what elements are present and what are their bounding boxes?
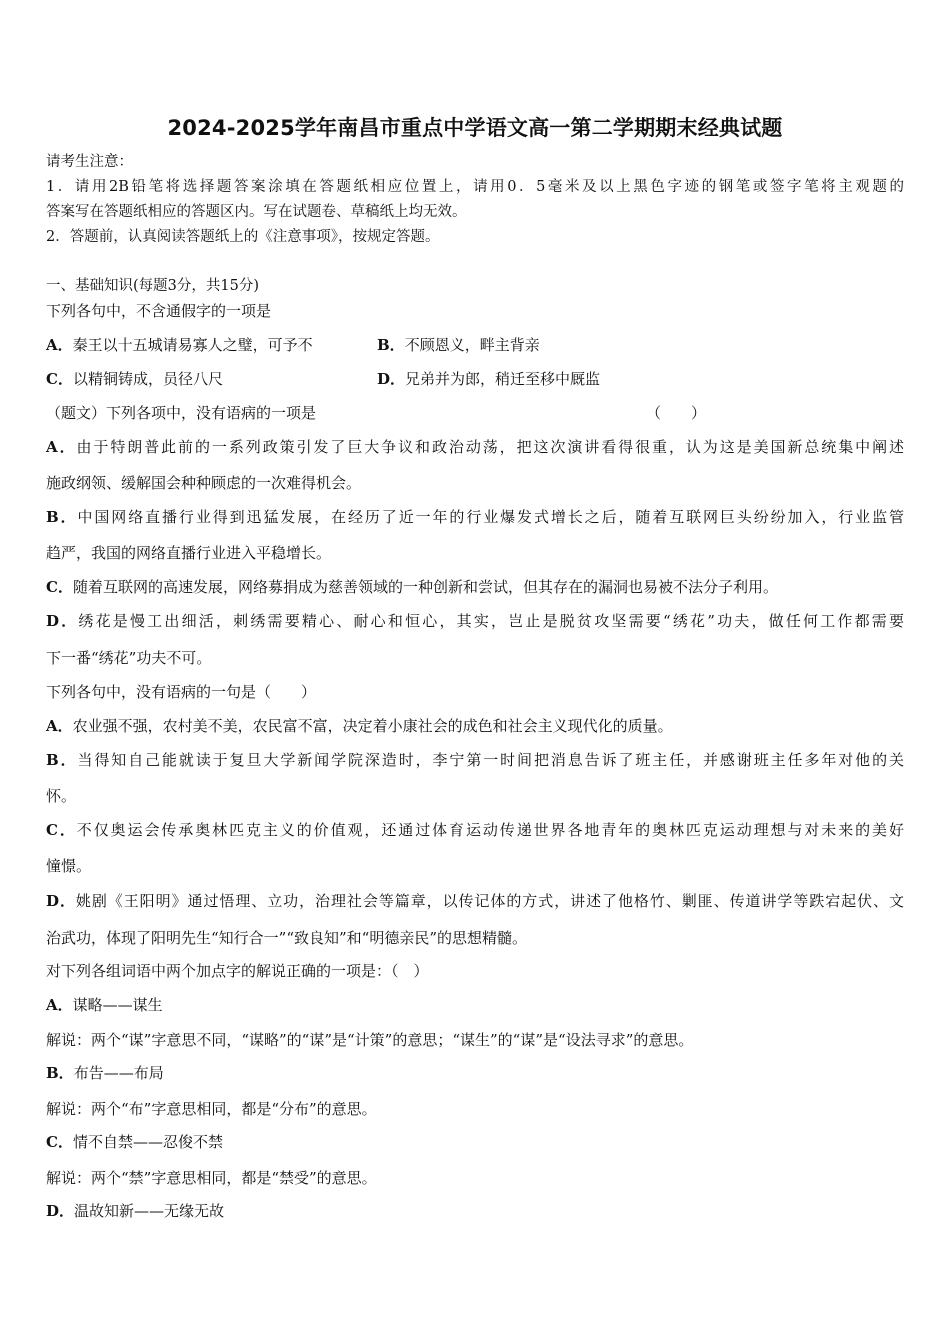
q4-option-b-explanation: 解说：两个“布”字意思相同，都是“分布”的意思。 — [46, 1100, 377, 1118]
q1-option-c-text: 以精铜铸成，员径八尺 — [72, 370, 223, 388]
q3-option-b-line-1 — [46, 750, 904, 770]
q4-option-a — [46, 995, 163, 1015]
q2-option-c-label: C． — [46, 578, 73, 596]
notice-item-1-line-2: 答案写在答题纸相应的答题区内。写在试题卷、草稿纸上均无效。 — [46, 204, 467, 220]
q1-option-b — [377, 335, 540, 355]
q2-option-c-text: 随着互联网的高速发展，网络募捐成为慈善领域的一种创新和尝试，但其存在的漏洞也易被不法分子利用。 — [72, 578, 778, 596]
q3-option-d-label: D． — [46, 892, 76, 910]
q3-option-c-line-1 — [46, 820, 904, 840]
q4-option-c-label: C． — [46, 1133, 73, 1151]
q3-stem: 下列各句中，没有语病的一句是（ ） — [46, 683, 317, 701]
q2-option-b-label: B． — [46, 508, 78, 526]
q3-option-b-label: B． — [46, 751, 78, 769]
q2-answer-paren: （ ） — [646, 404, 707, 422]
q2-option-b-text: 中国网络直播行业得到迅猛发展，在经历了近一年的行业爆发式增长之后，随着互联网巨头纷纷加入，行业监管 — [77, 508, 904, 526]
q2-stem: （题文）下列各项中，没有语病的一项是 — [46, 404, 317, 422]
q4-option-d — [46, 1201, 224, 1221]
q4-option-c — [46, 1132, 223, 1152]
q3-option-d-text: 姚剧《王阳明》通过悟理、立功，治理社会等篇章，以传记体的方式，讲述了他格竹、剿匪、传道讲学等跌宕起伏、文 — [75, 892, 904, 910]
q2-option-a-label: A． — [46, 438, 77, 456]
q4-option-b — [46, 1063, 164, 1083]
q1-option-a-text: 秦王以十五城请易寡人之璧，可予不 — [72, 336, 313, 354]
q2-option-a-line-1 — [46, 437, 904, 457]
q4-option-a-explanation: 解说：两个“谋”字意思不同，“谋略”的“谋”是“计策”的意思；“谋生”的“谋”是“设法寻求”的意思。 — [46, 1031, 694, 1049]
page-title: 2024-2025学年南昌市重点中学语文高一第二学期期末经典试题 — [167, 116, 783, 140]
notice-heading: 请考生注意： — [46, 154, 133, 170]
q2-option-a-text: 由于特朗普此前的一系列政策引发了巨大争议和政治动荡，把这次演讲看得很重，认为这是美国新总统集中阐述 — [76, 438, 904, 456]
q2-option-d-line-1 — [46, 611, 904, 631]
q3-option-b-text: 当得知自己能就读于复旦大学新闻学院深造时，李宁第一时间把消息告诉了班主任，并感谢班主任多年对他的关 — [77, 751, 904, 769]
q3-option-a-text: 农业强不强，农村美不美，农民富不富，决定着小康社会的成色和社会主义现代化的质量。 — [72, 717, 673, 735]
q4-option-a-text: 谋略——谋生 — [72, 996, 163, 1014]
q2-option-d-text: 绣花是慢工出细活，刺绣需要精心、耐心和恒心，其实，岂止是脱贫攻坚需要“绣花”功夫，做任何工作都需要 — [78, 612, 905, 630]
q1-option-b-label: B． — [377, 336, 405, 354]
q1-stem: 下列各句中，不含通假字的一项是 — [46, 302, 272, 320]
q3-option-b-line-2: 怀。 — [46, 787, 77, 805]
q4-option-c-explanation: 解说：两个“禁”字意思相同，都是“禁受”的意思。 — [46, 1169, 377, 1187]
section-heading: 一、基础知识(每题3分，共15分) — [46, 278, 259, 294]
notice-item-2: 2．答题前，认真阅读答题纸上的《注意事项》，按规定答题。 — [46, 229, 440, 245]
q1-option-a — [46, 335, 313, 355]
q2-option-d-line-2: 下一番“绣花”功夫不可。 — [46, 649, 212, 667]
q3-option-c-line-2: 憧憬。 — [46, 857, 92, 875]
q1-option-b-text: 不顾恩义，畔主背亲 — [404, 336, 540, 354]
q1-option-d — [377, 369, 600, 389]
q4-option-c-text: 情不自禁——忍俊不禁 — [72, 1133, 223, 1151]
q4-option-d-label: D． — [46, 1202, 75, 1220]
q1-option-d-label: D． — [377, 370, 406, 388]
notice-item-1-line-1: 1．请用2B铅笔将选择题答案涂填在答题纸相应位置上，请用0．5毫米及以上黑色字迹的钢笔或签字笔将主观题的 — [46, 179, 904, 195]
q1-option-c-label: C． — [46, 370, 73, 388]
q2-option-b-line-2: 趋严，我国的网络直播行业进入平稳增长。 — [46, 544, 332, 562]
q2-option-d-label: D． — [46, 612, 79, 630]
q4-stem: 对下列各组词语中两个加点字的解说正确的一项是：（ ） — [46, 962, 429, 980]
q3-option-d-line-2: 治武功，体现了阳明先生“知行合一”“致良知”和“明德亲民”的思想精髓。 — [46, 929, 528, 947]
q2-option-b-line-1 — [46, 507, 904, 527]
q4-option-a-label: A． — [46, 996, 73, 1014]
q4-option-d-text: 温故知新——无缘无故 — [74, 1202, 225, 1220]
q2-option-c — [46, 577, 778, 597]
q1-option-d-text: 兄弟并为郎，稍迁至移中厩监 — [405, 370, 601, 388]
q1-option-c — [46, 369, 223, 389]
q3-option-c-text: 不仅奥运会传承奥林匹克主义的价值观，还通过体育运动传递世界各地青年的奥林匹克运动理想与对未来的美好 — [76, 821, 904, 839]
q4-option-b-label: B． — [46, 1064, 74, 1082]
q1-option-a-label: A． — [46, 336, 73, 354]
q3-option-a-label: A． — [46, 717, 73, 735]
q3-option-a — [46, 716, 673, 736]
q3-option-d-line-1 — [46, 891, 904, 911]
q3-option-c-label: C． — [46, 821, 77, 839]
q4-option-b-text: 布告——布局 — [73, 1064, 164, 1082]
q2-option-a-line-2: 施政纲领、缓解国会种种顾虑的一次难得机会。 — [46, 474, 362, 492]
